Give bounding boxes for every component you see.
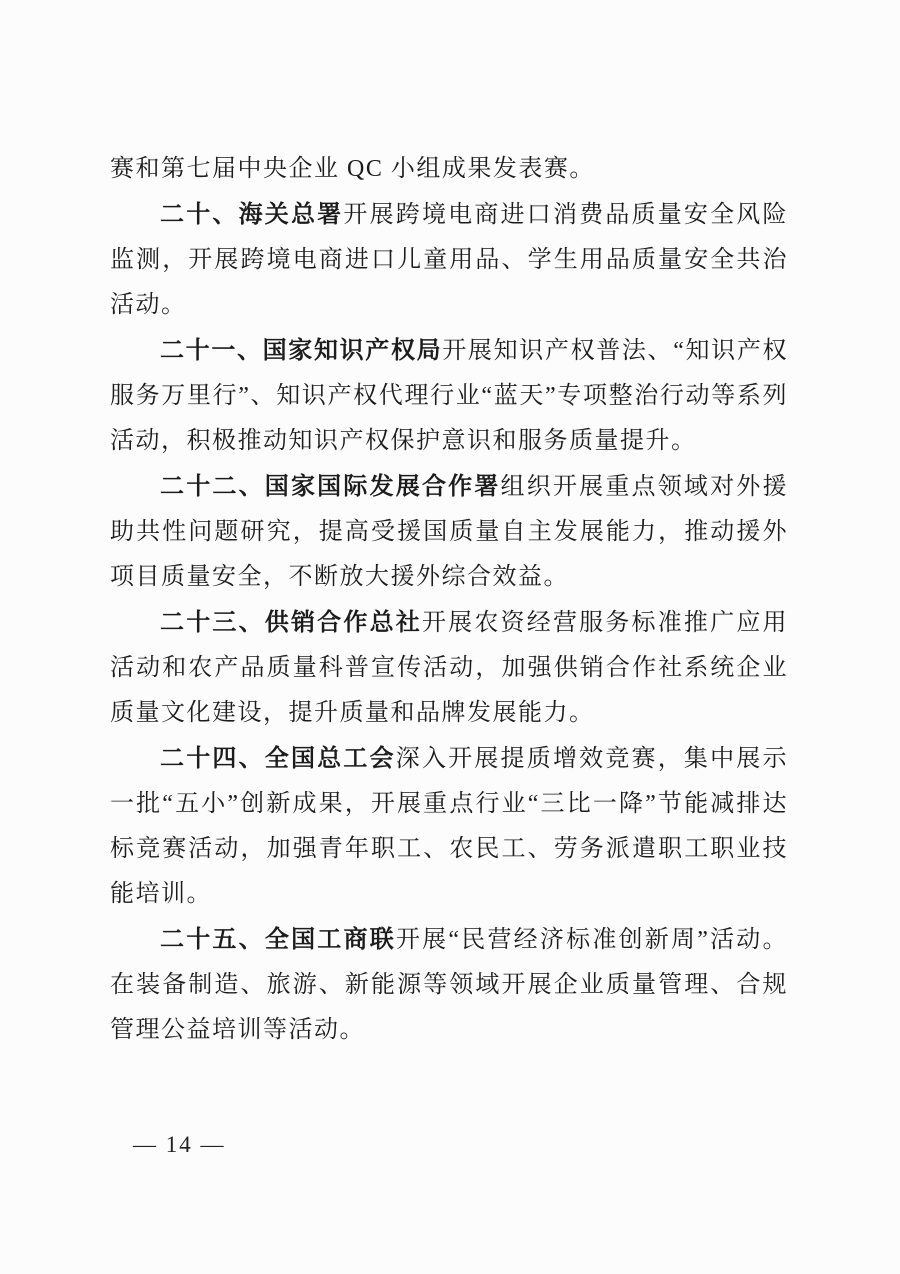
paragraph-lead: 二十四、全国总工会 (160, 745, 396, 772)
paragraph-lead: 二十、海关总署 (160, 201, 344, 228)
page-number: — 14 — (133, 1132, 226, 1157)
paragraph (110, 464, 788, 600)
paragraph-text: 组织开展重点领域对外援助共性问题研究，提高受援国质量自主发展能力，推动援外项目质量安全，不断放大援外综合效益。 (110, 474, 789, 590)
document-body (110, 146, 788, 1053)
paragraph-text: 赛和第七届中央企业 QC 小组成果发表赛。 (110, 156, 595, 182)
paragraph (110, 600, 788, 736)
paragraph-lead: 二十五、全国工商联 (160, 926, 396, 953)
paragraph-text: 开展知识产权普法、“知识产权服务万里行”、知识产权代理行业“蓝天”专项整治行动等系列活动，积极推动知识产权保护意识和服务质量提升。 (110, 338, 788, 454)
paragraph (110, 192, 788, 328)
paragraph (110, 917, 788, 1053)
paragraph-text: 开展跨境电商进口消费品质量安全风险监测，开展跨境电商进口儿童用品、学生用品质量安全共治活动。 (110, 202, 789, 318)
paragraph-lead: 二十三、供销合作总社 (160, 609, 422, 636)
paragraph-text: 开展农资经营服务标准推广应用活动和农产品质量科普宣传活动，加强供销合作社系统企业质量文化建设，提升质量和品牌发展能力。 (110, 610, 789, 726)
paragraph-lead: 二十一、国家知识产权局 (160, 337, 443, 364)
paragraph-text: 开展“民营经济标准创新周”活动。在装备制造、旅游、新能源等领域开展企业质量管理、合规管理公益培训等活动。 (110, 927, 788, 1043)
paragraph-text: 深入开展提质增效竞赛，集中展示一批“五小”创新成果，开展重点行业“三比一降”节能减排达标竞赛活动，加强青年职工、农民工、劳务派遣职工职业技能培训。 (110, 746, 789, 907)
paragraph-lead: 二十二、国家国际发展合作署 (160, 473, 501, 500)
paragraph (110, 736, 788, 917)
paragraph (110, 146, 788, 192)
paragraph (110, 328, 788, 464)
